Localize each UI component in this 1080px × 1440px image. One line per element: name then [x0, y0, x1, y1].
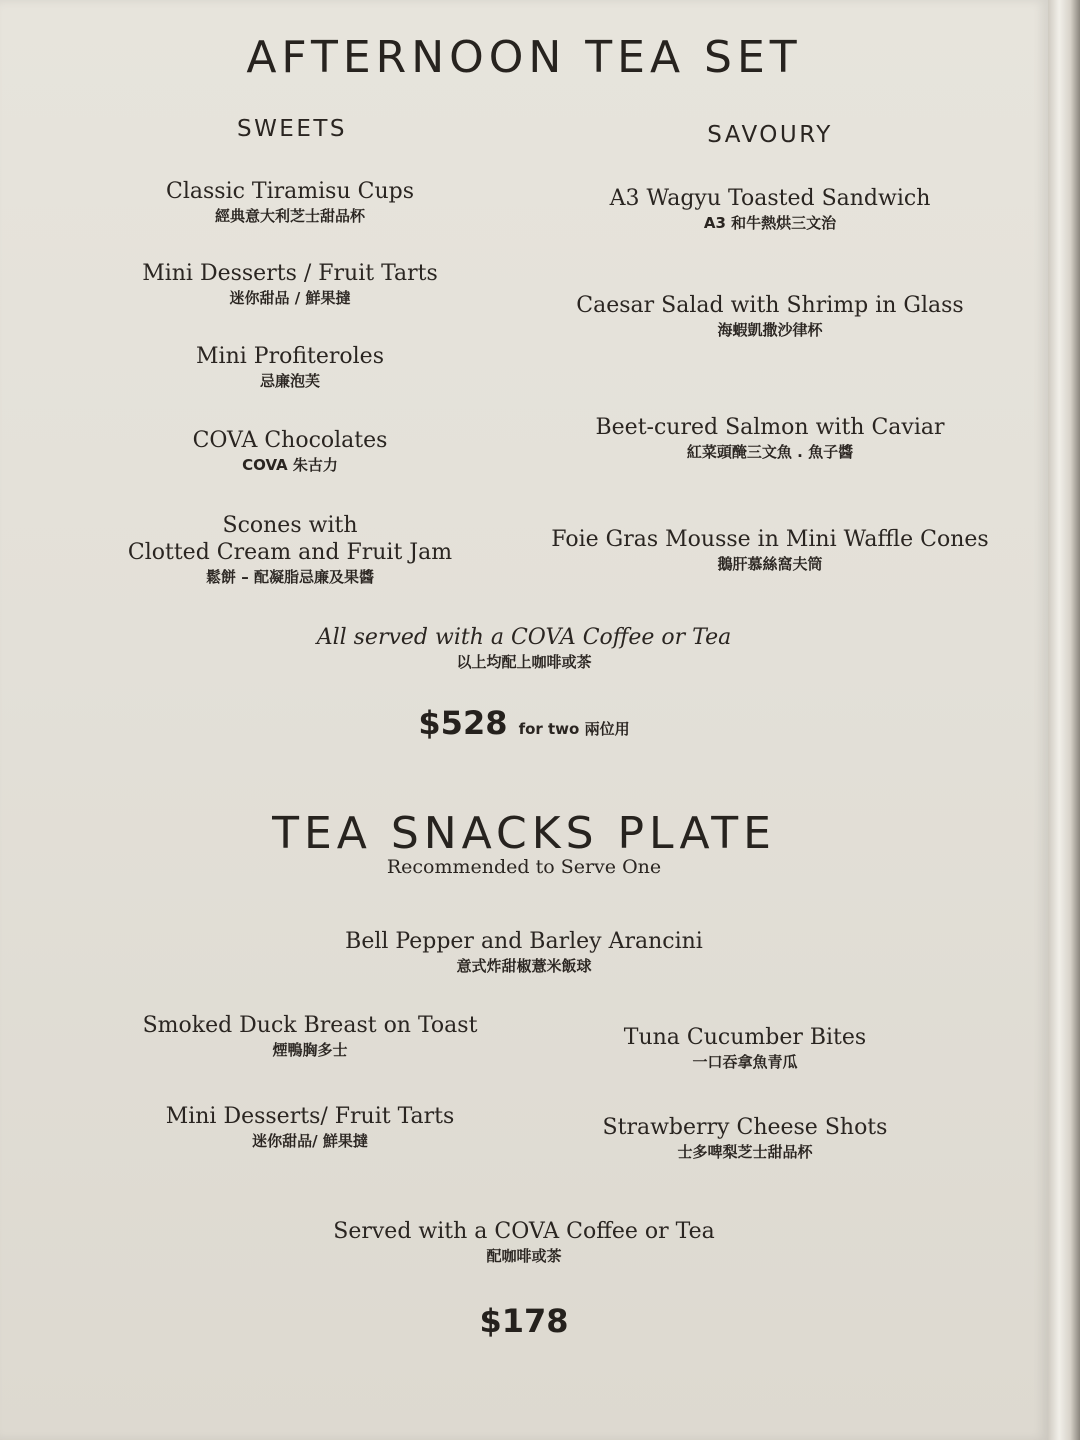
afternoon-tea-title: AFTERNOON TEA SET [246, 32, 802, 83]
item-name-en-line2: Clotted Cream and Fruit Jam [127, 540, 453, 565]
tea-snacks-center-item [0, 928, 1048, 977]
snack-item [110, 1012, 510, 1061]
item-name-en: A3 Wagyu Toasted Sandwich [609, 186, 931, 211]
savoury-item [560, 185, 980, 234]
savoury-item [560, 414, 980, 463]
item-name-zh: 意式炸甜椒薏米飯球 [456, 957, 592, 975]
item-name-zh: 紅菜頭醃三文魚 . 魚子醬 [686, 443, 854, 461]
item-name-zh: COVA 朱古力 [242, 456, 338, 474]
savoury-heading: SAVOURY [707, 122, 833, 148]
sweet-item [90, 178, 490, 227]
item-name-zh: 鬆餅 – 配凝脂忌廉及果醬 [206, 568, 374, 586]
tea-snacks-price-line [0, 1302, 1048, 1340]
item-name-zh: A3 和牛熱烘三文治 [703, 214, 837, 232]
tea-snacks-price: $178 [479, 1302, 569, 1340]
snack-item [110, 1103, 510, 1152]
item-name-zh: 海蝦凱撒沙律杯 [717, 321, 823, 339]
item-name-zh: 士多啤梨芝士甜品杯 [677, 1143, 813, 1161]
sweet-item [90, 512, 490, 588]
tea-snacks-served-note [0, 1218, 1048, 1267]
item-name-en: Mini Desserts/ Fruit Tarts [165, 1104, 455, 1129]
item-name-en: Mini Profiteroles [196, 344, 384, 369]
item-name-en: COVA Chocolates [192, 428, 388, 453]
sweet-item [90, 343, 490, 392]
served-note-en: All served with a COVA Coffee or Tea [316, 625, 732, 650]
item-name-en: Caesar Salad with Shrimp in Glass [576, 293, 964, 318]
served-note-zh: 以上均配上咖啡或茶 [456, 653, 592, 671]
item-name-en: Beet-cured Salmon with Caviar [595, 415, 945, 440]
tea-snacks-subtitle: Recommended to Serve One [386, 856, 662, 878]
served-note-zh: 配咖啡或茶 [486, 1247, 562, 1265]
afternoon-tea-served-note [0, 624, 1048, 673]
item-name-zh: 迷你甜品/ 鮮果撻 [252, 1132, 368, 1150]
sweet-item [90, 260, 490, 309]
item-name-zh: 迷你甜品 / 鮮果撻 [229, 289, 351, 307]
book-spine [1048, 0, 1080, 1440]
item-name-zh: 鵝肝慕絲窩夫筒 [717, 555, 823, 573]
sweets-heading: SWEETS [236, 116, 348, 142]
item-name-en: Mini Desserts / Fruit Tarts [142, 261, 438, 286]
item-name-zh: 煙鴨胸多士 [272, 1041, 348, 1059]
savoury-item [540, 526, 1000, 575]
tea-snacks-title: TEA SNACKS PLATE [272, 808, 776, 859]
item-name-en: Foie Gras Mousse in Mini Waffle Cones [551, 527, 989, 552]
snack-item [545, 1114, 945, 1163]
item-name-zh: 經典意大利芝士甜品杯 [214, 207, 365, 225]
savoury-item [560, 292, 980, 341]
item-name-en: Tuna Cucumber Bites [623, 1025, 867, 1050]
item-name-zh: 忌廉泡芙 [259, 372, 320, 390]
item-name-en: Bell Pepper and Barley Arancini [345, 929, 703, 954]
afternoon-tea-price: $528 [418, 704, 508, 742]
item-name-en: Smoked Duck Breast on Toast [142, 1013, 478, 1038]
item-name-en-line1: Scones with [222, 513, 358, 538]
snack-item [545, 1024, 945, 1073]
sweet-item [90, 427, 490, 476]
served-note-en: Served with a COVA Coffee or Tea [333, 1219, 715, 1244]
item-name-en: Classic Tiramisu Cups [166, 179, 414, 204]
price-note: for two 兩位用 [518, 720, 630, 738]
item-name-zh: 一口吞拿魚青瓜 [692, 1053, 798, 1071]
afternoon-tea-price-line [0, 704, 1048, 742]
item-name-en: Strawberry Cheese Shots [602, 1115, 888, 1140]
